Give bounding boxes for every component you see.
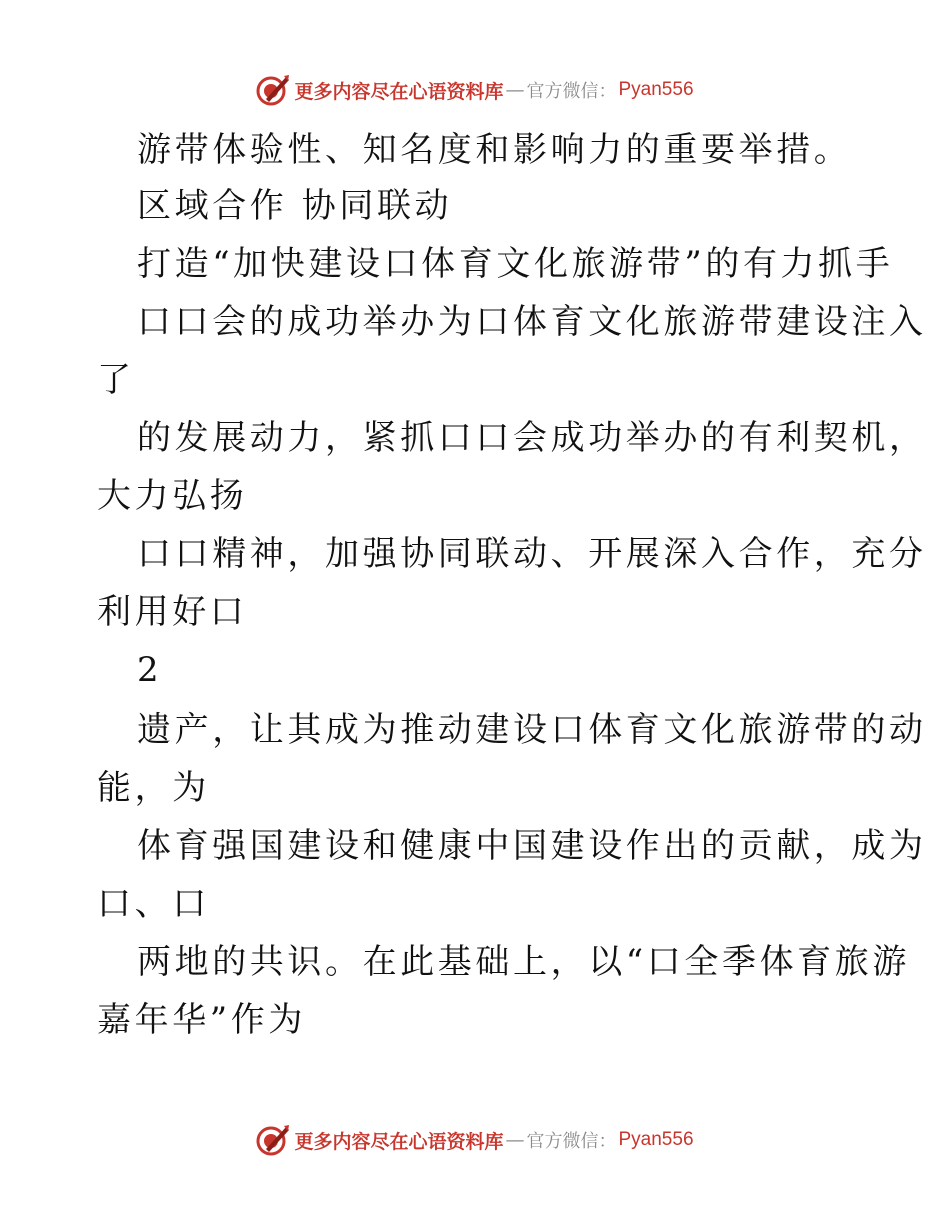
body-line: 能，为	[97, 768, 210, 808]
body-line: 遗产，让其成为推动建设口体育文化旅游带的动	[137, 710, 927, 750]
header-banner-separator: —	[505, 79, 525, 101]
footer-banner-separator: —	[505, 1129, 525, 1151]
body-line: 嘉年华”作为	[97, 1000, 306, 1040]
page-number: 2	[137, 650, 163, 690]
section-heading: 区域合作 协同联动	[137, 186, 453, 226]
body-line: 利用好口	[97, 592, 248, 632]
header-banner-main: 更多内容尽在心语资料库	[294, 80, 504, 103]
header-banner-text	[294, 77, 693, 104]
body-line: 大力弘扬	[97, 476, 248, 516]
footer-banner-main: 更多内容尽在心语资料库	[294, 1130, 504, 1153]
body-line: 打造“加快建设口体育文化旅游带”的有力抓手	[137, 244, 894, 284]
footer-banner-wechat: 官方微信：	[526, 1131, 617, 1152]
body-line: 口口会的成功举办为口体育文化旅游带建设注入	[137, 302, 927, 342]
body-line: 口口精神，加强协同联动、开展深入合作，充分	[137, 534, 927, 574]
body-line: 体育强国建设和健康中国建设作出的贡献，成为	[137, 826, 927, 866]
header-banner	[0, 70, 950, 110]
pen-logo-icon	[256, 1123, 290, 1157]
body-line: 游带体验性、知名度和影响力的重要举措。	[137, 130, 852, 170]
body-line: 的发展动力，紧抓口口会成功举办的有利契机，	[137, 418, 927, 458]
body-line: 口、口	[97, 884, 210, 924]
body-line: 两地的共识。在此基础上，以“口全季体育旅游	[137, 942, 910, 982]
body-line: 了	[97, 360, 135, 400]
footer-banner	[0, 1120, 950, 1160]
pen-logo-icon	[256, 73, 290, 107]
footer-banner-text	[294, 1127, 693, 1154]
footer-banner-id: Pyan556	[618, 1129, 694, 1150]
header-banner-wechat: 官方微信：	[526, 81, 617, 102]
header-banner-id: Pyan556	[618, 79, 694, 100]
